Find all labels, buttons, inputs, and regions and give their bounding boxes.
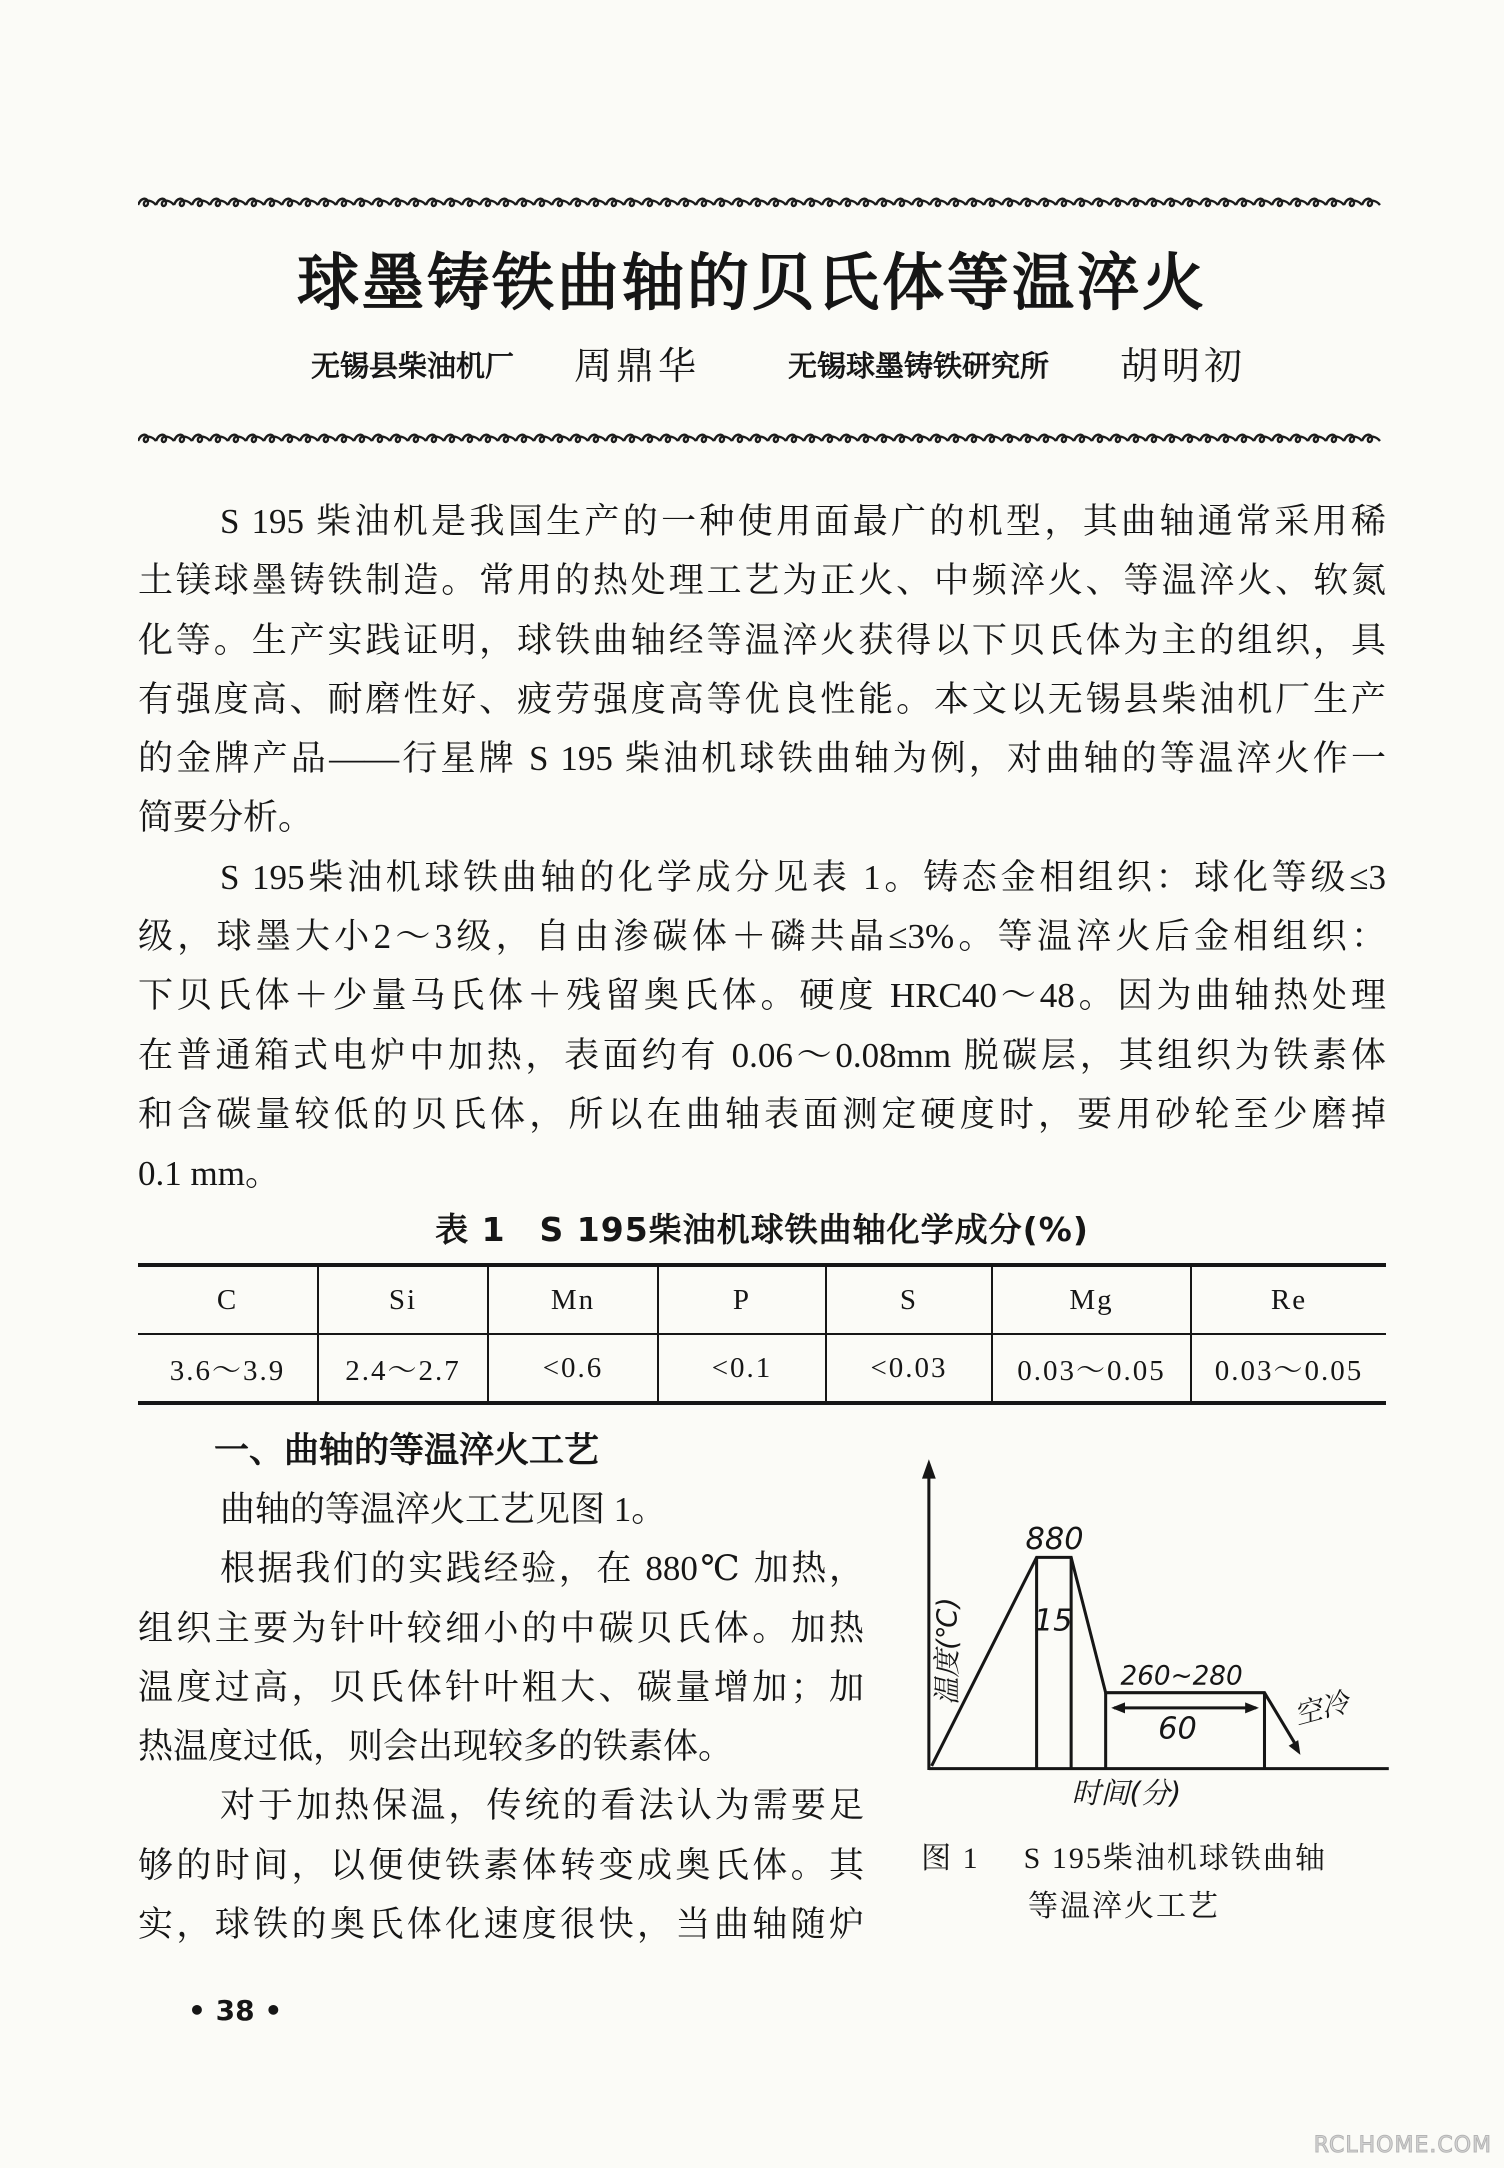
table-header-cell: C (138, 1265, 318, 1334)
figure-caption-line (904, 1835, 1344, 1883)
table-cell: 0.03～0.05 (992, 1334, 1191, 1403)
dimension-arrow-icon (1111, 1702, 1125, 1713)
cooling-label: 空冷 (1290, 1685, 1353, 1732)
table-header-cell: S (826, 1265, 992, 1334)
section-heading: 一、曲轴的等温淬火工艺 (214, 1431, 600, 1471)
table-header-cell: Si (318, 1265, 488, 1334)
austemper-temp-label: 260~280 (1120, 1661, 1243, 1692)
x-axis-label: 时间(分) (1071, 1776, 1182, 1811)
body-line: 对于加热保温，传统的看法认为需要足 (220, 1786, 864, 1826)
body-line: 有强度高、耐磨性好、疲劳强度高等优良性能。本文以无锡县柴油机厂生产 (138, 679, 1386, 719)
table-cell: <0.03 (826, 1334, 992, 1403)
body-line: 简要分析。 (138, 798, 314, 838)
ornament-path (138, 199, 1380, 206)
hold-time-label: 15 (1033, 1603, 1073, 1639)
process-curve (932, 1557, 1298, 1766)
figure-caption (904, 1835, 1344, 1931)
body-line: 在普通箱式电炉中加热，表面约有 0.06～0.08mm 脱碳层，其组织为铁素体 (138, 1035, 1386, 1075)
y-axis-label: 温度(℃) (930, 1597, 964, 1706)
table-row (138, 1334, 1386, 1403)
body-line: 的金牌产品——行星牌 S 195 柴油机球铁曲轴为例，对曲轴的等温淬火作一 (138, 739, 1386, 779)
body-line: 0.1 mm。 (138, 1154, 280, 1194)
table-header-row (138, 1265, 1386, 1334)
table-header-cell: Re (1191, 1265, 1386, 1334)
body-line: 级，球墨大小2～3级，自由渗碳体＋磷共晶≤3%。等温淬火后金相组织： (138, 917, 1386, 957)
body-line: 土镁球墨铸铁制造。常用的热处理工艺为正火、中频淬火、等温淬火、软氮 (138, 561, 1386, 601)
table-header-cell: Mg (992, 1265, 1191, 1334)
y-axis-arrow-icon (922, 1459, 936, 1478)
body-line: 下贝氏体＋少量马氏体＋残留奥氏体。硬度 HRC40～48。因为曲轴热处理 (138, 976, 1386, 1016)
author-line (0, 340, 1504, 392)
body-text (138, 492, 1386, 1204)
table-header-cell: P (658, 1265, 826, 1334)
body-line: 和含碳量较低的贝氏体，所以在曲轴表面测定硬度时，要用砂轮至少磨掉 (138, 1094, 1386, 1134)
body-line: 够的时间，以便使铁素体转变成奥氏体。其 (138, 1845, 864, 1885)
composition-table (138, 1263, 1386, 1405)
body-line: 温度过高，贝氏体针叶粗大、碳量增加；加 (138, 1667, 864, 1707)
figure-caption-line: 等温淬火工艺 (1028, 1890, 1220, 1923)
figure-label: 图 1 (921, 1842, 980, 1875)
body-line: 曲轴的等温淬火工艺见图 1。 (220, 1490, 667, 1529)
article-title: 球墨铸铁曲轴的贝氏体等温淬火 (296, 246, 1207, 319)
dimension-arrow-icon (1245, 1702, 1259, 1713)
page-number: • 38 • (188, 1994, 283, 2027)
author-name: 周鼎华 (574, 344, 701, 388)
table-cell: 0.03～0.05 (1191, 1334, 1386, 1403)
heating-temp-label: 880 (1025, 1522, 1084, 1558)
body-line: 组织主要为针叶较细小的中碳贝氏体。加热 (138, 1608, 864, 1648)
body-line: S 195柴油机球铁曲轴的化学成分见表 1。铸态金相组织：球化等级≤3 (220, 857, 1386, 897)
author-name: 胡明初 (1120, 344, 1247, 388)
cooling-arrow-icon (1289, 1740, 1301, 1755)
figure-title: S 195柴油机球铁曲轴 (1023, 1842, 1327, 1875)
heat-treatment-diagram (912, 1451, 1396, 1817)
section-text (138, 1480, 864, 1954)
watermark: RCLHOME.COM (1313, 2133, 1492, 2158)
austemper-time-label: 60 (1158, 1711, 1197, 1747)
body-line: S 195 柴油机是我国生产的一种使用面最广的机型，其曲轴通常采用稀 (220, 502, 1386, 541)
top-ornament-rule (138, 194, 1386, 214)
body-line: 实，球铁的奥氏体化速度很快，当曲轴随炉 (138, 1905, 864, 1945)
author-affiliation: 无锡球墨铸铁研究所 (788, 349, 1050, 383)
table-cell: 2.4～2.7 (318, 1334, 488, 1403)
ornament-path (138, 435, 1380, 442)
table-header-cell: Mn (488, 1265, 658, 1334)
table-cell: <0.1 (658, 1334, 826, 1403)
table-caption: 表 1 S 195柴油机球铁曲轴化学成分(%) (435, 1210, 1089, 1249)
bottom-ornament-rule (138, 430, 1386, 450)
author-affiliation: 无锡县柴油机厂 (311, 349, 515, 383)
body-line: 热温度过低，则会出现较多的铁素体。 (138, 1727, 734, 1767)
body-line: 根据我们的实践经验，在 880℃ 加热， (220, 1549, 864, 1589)
body-line: 化等。生产实践证明，球铁曲轴经等温淬火获得以下贝氏体为主的组织，具 (138, 620, 1386, 660)
table-cell: 3.6～3.9 (169, 1354, 286, 1387)
table-cell: <0.6 (488, 1334, 658, 1403)
